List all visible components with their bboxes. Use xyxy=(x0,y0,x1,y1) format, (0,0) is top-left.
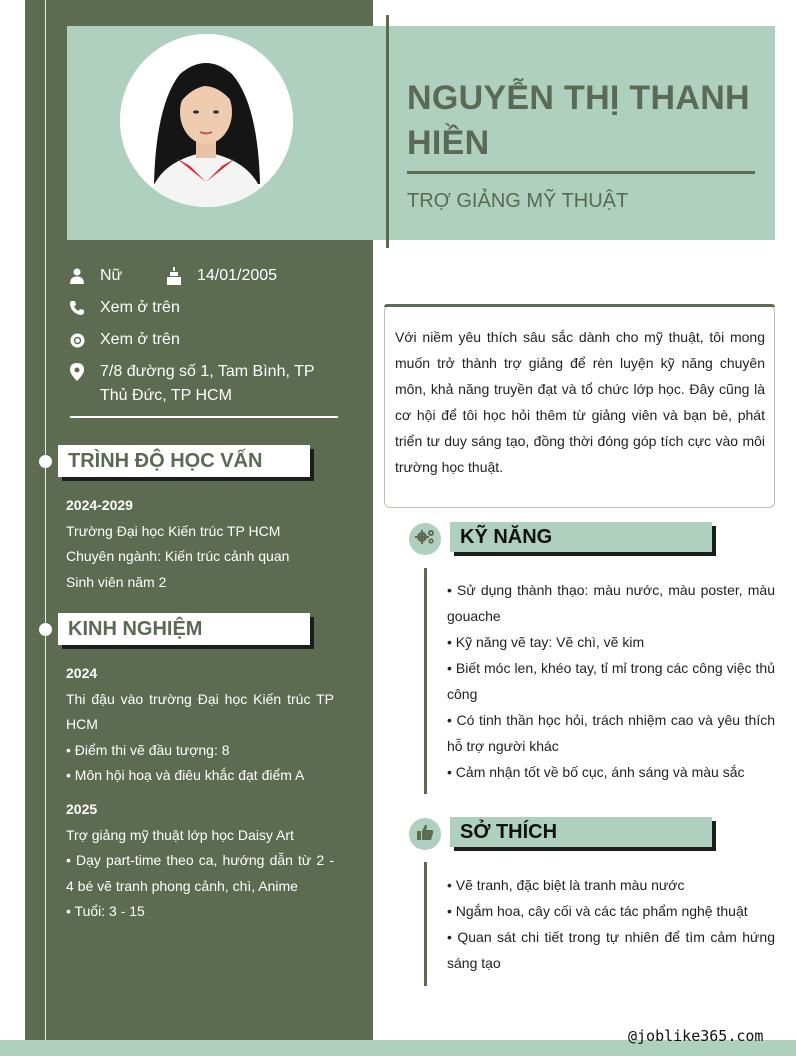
info-row-dob xyxy=(165,264,277,288)
address-value: 7/8 đường số 1, Tam Bình, TP Thủ Đức, TP HCM xyxy=(100,363,315,404)
education-heading: TRÌNH ĐỘ HỌC VẤN xyxy=(58,445,310,477)
skills-heading: KỸ NĂNG xyxy=(450,522,712,552)
list-item: • Biết móc len, khéo tay, tỉ mỉ trong các công việc thủ công xyxy=(447,660,775,702)
thumbs-up-icon xyxy=(416,823,434,846)
location-pin-icon xyxy=(68,360,86,384)
list-item: • Có tinh thần học hỏi, trách nhiệm cao và yêu thích hỗ trợ người khác xyxy=(447,712,775,754)
timeline-dot xyxy=(39,623,52,636)
list-item: • Vẽ tranh, đặc biệt là tranh màu nước xyxy=(447,877,685,893)
name-underline xyxy=(407,171,755,174)
phone-icon xyxy=(68,296,86,320)
email-icon xyxy=(68,328,86,352)
experience-item-2025 xyxy=(66,797,334,925)
hobbies-heading: SỞ THÍCH xyxy=(450,817,712,847)
sidebar-decor-line xyxy=(45,0,46,1040)
experience-item-2024 xyxy=(66,661,334,789)
education-major: Chuyên ngành: Kiến trúc cảnh quan xyxy=(66,548,290,564)
list-item: • Sử dụng thành thạo: màu nước, màu poster, màu gouache xyxy=(447,582,775,624)
experience-line: • Môn hội hoạ và điêu khắc đạt điểm A xyxy=(66,767,305,783)
job-title: TRỢ GIẢNG MỸ THUẬT xyxy=(407,190,629,212)
watermark-text: @joblike365.com xyxy=(628,1027,764,1045)
experience-line: • Dạy part-time theo ca, hướng dẫn từ 2 - 4 bé vẽ tranh phong cảnh, chì, Anime xyxy=(66,852,334,894)
gender-value: Nữ xyxy=(100,267,123,284)
experience-line: • Điểm thi vẽ đầu tượng: 8 xyxy=(66,741,230,758)
education-status: Sinh viên năm 2 xyxy=(66,573,167,590)
hobbies-badge xyxy=(409,818,441,850)
profile-photo xyxy=(120,34,293,207)
skills-list xyxy=(447,577,775,785)
list-item: • Cảm nhận tốt về bố cục, ánh sáng và màu sắc xyxy=(447,764,745,780)
list-item: • Ngắm hoa, cây cối và các tác phẩm nghệ thuật xyxy=(447,903,748,919)
candidate-name: NGUYỄN THỊ THANH HIỀN xyxy=(407,79,750,162)
dob-value: 14/01/2005 xyxy=(197,267,278,284)
experience-line: Thi đậu vào trường Đại học Kiến trúc TP HCM xyxy=(66,690,334,732)
hobbies-list xyxy=(447,872,775,976)
experience-heading: KINH NGHIỆM xyxy=(58,613,310,645)
info-row-gender xyxy=(68,264,122,288)
experience-line: • Tuổi: 3 - 15 xyxy=(66,903,145,919)
gears-icon xyxy=(414,528,436,551)
hobbies-timeline-line xyxy=(424,862,427,986)
sidebar-divider xyxy=(70,416,338,418)
education-year: 2024-2029 xyxy=(66,497,133,513)
info-row-address xyxy=(68,360,328,408)
timeline-dot xyxy=(39,455,52,468)
info-row-phone xyxy=(68,296,180,320)
skills-timeline-line xyxy=(424,568,427,794)
about-box-top-border xyxy=(384,304,775,307)
about-text: Với niềm yêu thích sâu sắc dành cho mỹ thuật, tôi mong muốn trở thành trợ giảng để rèn luyện kỹ năng chuyên môn, khả năng truyền đạt và tổ chức lớp học. Đây cũng là cơ hội để tôi học hỏi thêm từ giảng viên và bạn bè, phát triển tư duy sáng tạo, đồng thời đóng góp tích cực vào môi trường học thuật. xyxy=(395,329,765,475)
list-item: • Kỹ năng vẽ tay: Vẽ chì, vẽ kim xyxy=(447,634,645,650)
list-item: • Quan sát chi tiết trong tự nhiên để tìm cảm hứng sáng tạo xyxy=(447,929,775,971)
skills-badge xyxy=(409,523,441,555)
email-value: Xem ở trên xyxy=(100,331,180,348)
header-divider xyxy=(386,15,389,248)
cake-icon xyxy=(165,264,183,288)
phone-value: Xem ở trên xyxy=(100,299,180,316)
experience-year: 2024 xyxy=(66,665,98,681)
experience-year: 2025 xyxy=(66,801,98,817)
education-block xyxy=(66,493,334,595)
experience-line: Trợ giảng mỹ thuật lớp học Daisy Art xyxy=(66,826,294,843)
education-school: Trường Đại học Kiến trúc TP HCM xyxy=(66,522,281,539)
info-row-email xyxy=(68,328,180,352)
person-icon xyxy=(68,264,86,288)
